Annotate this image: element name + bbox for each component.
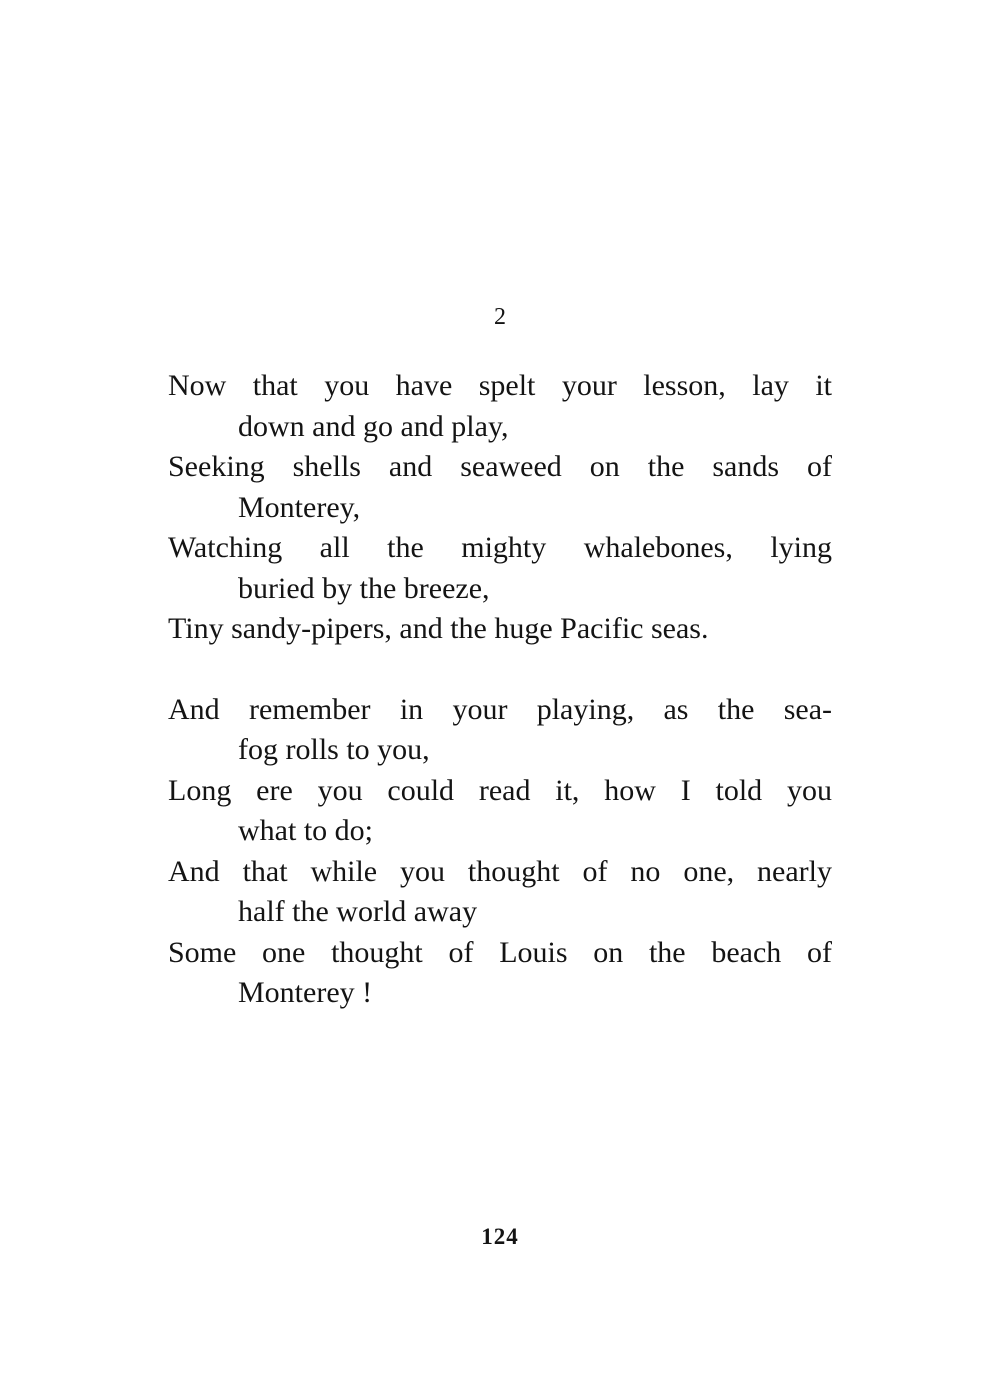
poem-line: Seeking shells and seaweed on the sands of — [168, 450, 832, 483]
poem-line: Long ere you could read it, how I told you — [168, 773, 832, 807]
poem-line: Some one thought of Louis on the beach of — [168, 935, 832, 969]
poem — [168, 366, 832, 1014]
stanza-2 — [168, 690, 832, 1014]
stanza-1 — [168, 366, 832, 650]
poem-line-continuation: fog rolls to you, — [238, 733, 430, 766]
poem-line: Now that you have spelt your lesson, lay it — [168, 369, 832, 402]
poem-line: Tiny sandy-pipers, and the huge Pacific seas. — [168, 612, 709, 645]
poem-line-continuation: Monterey ! — [238, 976, 373, 1009]
poem-line: Watching all the mighty whalebones, lying — [168, 531, 832, 564]
poem-line-continuation: half the world away — [238, 895, 478, 928]
section-number: 2 — [494, 304, 506, 330]
poem-line-continuation: Monterey, — [238, 490, 361, 524]
poem-line: And that while you thought of no one, nearly — [168, 854, 832, 888]
poem-line: And remember in your playing, as the sea- — [168, 692, 832, 726]
poem-line-continuation: down and go and play, — [238, 409, 509, 443]
poem-line-continuation: buried by the breeze, — [238, 571, 490, 605]
poem-line-continuation: what to do; — [238, 814, 373, 847]
page-number: 124 — [481, 1224, 519, 1249]
